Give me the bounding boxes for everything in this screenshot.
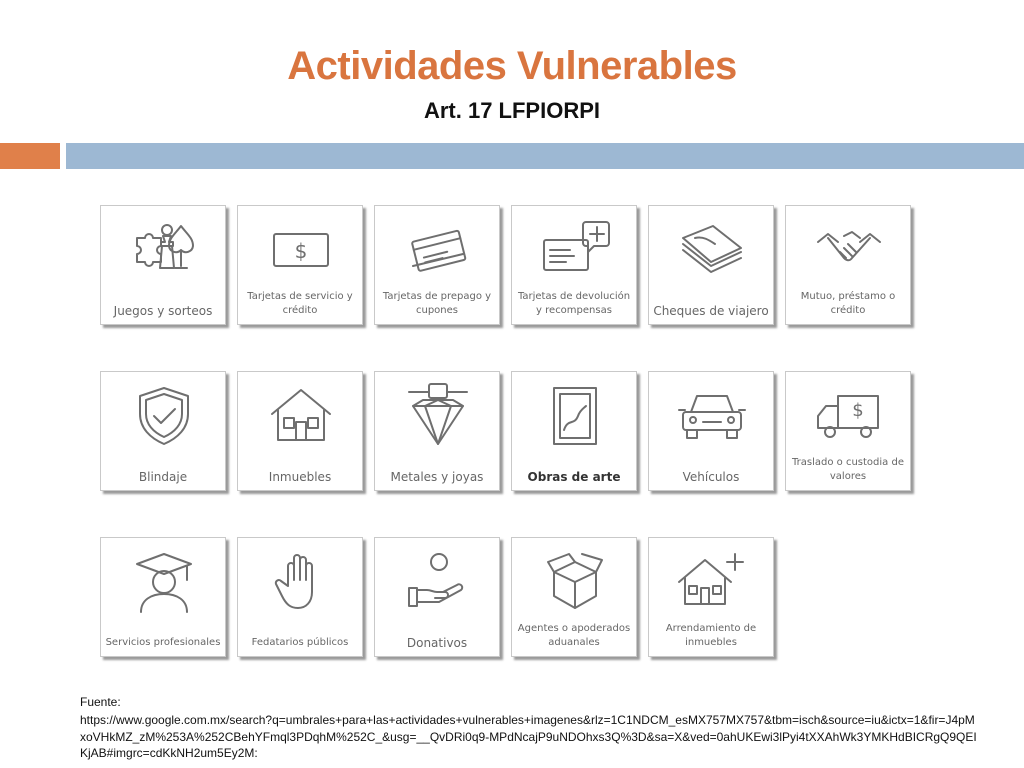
source-url[interactable]: https://www.google.com.mx/search?q=umbrales+para+las+actividades+vulnerables+imagenes&rlz=1C1NDCM_esMX757MX757&tbm=isch&source=iu&ictx=1&fir=J4pMxoVHkMZ_zM%253A%252CBehYFmql3PDqhM%252C_&usg=__QvDRi0q9-MPdNcajP9uNDOhxs3Q%3D&sa=X&ved=0ahUKEwi3lPyi4tXXAhWk3YMKHdBICRgQ9QEIKjAB#imgrc=cdKkNH2um5Ey2M: bbox=[80, 713, 977, 760]
raised-hand-icon bbox=[266, 548, 336, 616]
tile-mutuo-prestamo bbox=[785, 205, 911, 325]
page-subtitle: Art. 17 LFPIORPI bbox=[423, 98, 601, 123]
tile-vehiculos bbox=[648, 371, 774, 491]
car-icon bbox=[677, 382, 747, 450]
tile-servicios-profesionales bbox=[100, 537, 226, 657]
tile-agentes-aduanales bbox=[511, 537, 637, 657]
orange-accent-bar bbox=[0, 143, 60, 169]
travel-cheques-icon bbox=[677, 216, 747, 284]
tile-label: Vehículos bbox=[682, 470, 740, 484]
prepaid-cards-icon bbox=[403, 216, 473, 284]
tile-label: Agentes o apoderados aduanales bbox=[517, 623, 631, 648]
svg-text:$: $ bbox=[852, 400, 864, 421]
tile-label: Cheques de viajero bbox=[653, 304, 769, 318]
page-title: Actividades Vulnerables bbox=[287, 44, 737, 88]
credit-card-icon bbox=[266, 216, 336, 284]
graduate-icon bbox=[129, 548, 199, 616]
chess-puzzle-icon bbox=[129, 216, 199, 284]
tile-obras-arte bbox=[511, 371, 637, 491]
handshake-icon bbox=[814, 216, 884, 284]
donation-hand-icon bbox=[403, 548, 473, 616]
framed-art-icon bbox=[540, 382, 610, 450]
tile-traslado-custodia bbox=[785, 371, 911, 491]
house-plus-icon bbox=[677, 548, 747, 616]
tile-label: Servicios profesionales bbox=[105, 637, 221, 648]
tile-arrendamiento bbox=[648, 537, 774, 657]
tile-label: Tarjetas de servicio y crédito bbox=[247, 291, 353, 316]
open-box-icon bbox=[540, 548, 610, 616]
tile-juegos-sorteos bbox=[100, 205, 226, 325]
tile-label: Donativos bbox=[406, 636, 468, 650]
tile-blindaje bbox=[100, 371, 226, 491]
source-label: Fuente: bbox=[80, 695, 121, 709]
activities-grid bbox=[100, 205, 920, 660]
diamond-watch-icon bbox=[403, 382, 473, 450]
tile-label: Juegos y sorteos bbox=[113, 304, 213, 318]
tile-tarjetas-prepago bbox=[374, 205, 500, 325]
tile-cheques-viajero bbox=[648, 205, 774, 325]
tile-label: Mutuo, préstamo o crédito bbox=[800, 291, 896, 316]
tile-label: Arrendamiento de inmuebles bbox=[665, 623, 757, 648]
tile-tarjetas-devolucion bbox=[511, 205, 637, 325]
armored-truck-icon bbox=[814, 382, 884, 450]
tile-label: Obras de arte bbox=[527, 470, 621, 484]
shield-check-icon bbox=[129, 382, 199, 450]
tile-metales-joyas bbox=[374, 371, 500, 491]
tile-donativos bbox=[374, 537, 500, 657]
tile-inmuebles bbox=[237, 371, 363, 491]
tile-label: Traslado o custodia de valores bbox=[792, 457, 904, 482]
house-icon bbox=[266, 382, 336, 450]
tile-fedatarios bbox=[237, 537, 363, 657]
tile-label: Blindaje bbox=[138, 470, 188, 484]
blue-header-bar bbox=[66, 143, 1024, 169]
card-plus-icon bbox=[540, 216, 610, 284]
svg-text:$: $ bbox=[294, 239, 308, 263]
tile-tarjetas-servicio bbox=[237, 205, 363, 325]
tile-label: Fedatarios públicos bbox=[251, 637, 349, 648]
tile-label: Tarjetas de prepago y cupones bbox=[382, 291, 492, 316]
tile-label: Inmuebles bbox=[268, 470, 332, 484]
tile-label: Tarjetas de devolución y recompensas bbox=[517, 291, 631, 316]
tile-label: Metales y joyas bbox=[390, 470, 484, 484]
